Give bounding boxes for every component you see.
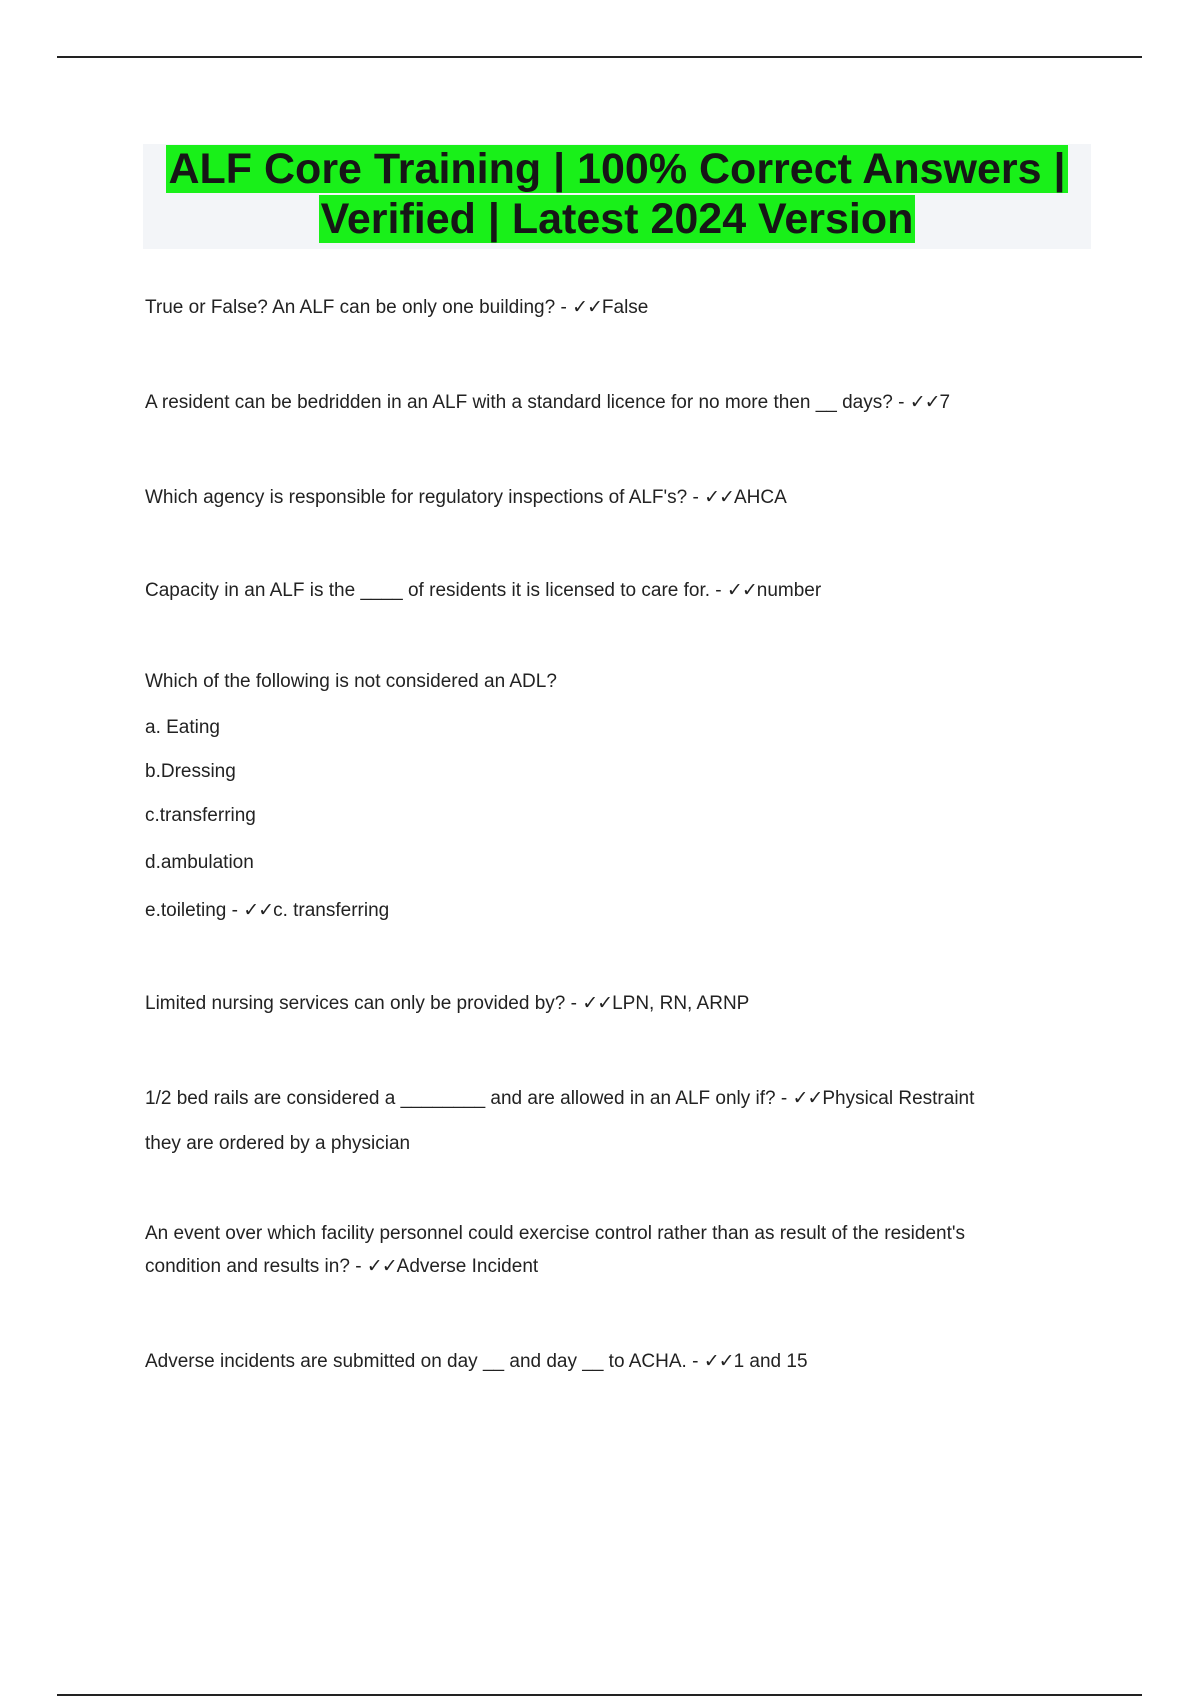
answer-text: number — [756, 580, 822, 601]
adl-option: d.ambulation — [145, 852, 254, 873]
qa-item — [145, 1350, 808, 1374]
answer-text: Physical Restraint — [822, 1088, 975, 1109]
qa-item — [145, 1087, 974, 1111]
question-text: An event over which facility personnel could exercise control rather than as result of the resident's — [145, 1223, 965, 1244]
top-rule — [57, 56, 1142, 58]
title-box — [143, 144, 1091, 249]
qa-item — [145, 1255, 538, 1279]
qa-item — [145, 899, 389, 923]
question-text: Capacity in an ALF is the ____ of residents it is licensed to care for. - — [145, 580, 727, 601]
check-icon: ✓✓ — [792, 1088, 823, 1109]
adl-option: e.toileting - — [145, 900, 244, 921]
question-text: 1/2 bed rails are considered a ________ and are allowed in an ALF only if? - — [145, 1088, 793, 1109]
title-line-2 — [143, 194, 1091, 244]
bottom-rule — [57, 1694, 1142, 1696]
adl-question-text: Which of the following is not considered an ADL? — [145, 671, 557, 692]
answer-text: False — [601, 297, 649, 318]
answer-continuation: they are ordered by a physician — [145, 1133, 411, 1154]
title-line-1-text: ALF Core Training | 100% Correct Answers | — [168, 145, 1066, 193]
question-text: True or False? An ALF can be only one building? - — [145, 297, 573, 318]
adl-option: c.transferring — [145, 805, 256, 826]
check-icon: ✓✓ — [243, 900, 274, 921]
adl-option: a. Eating — [145, 717, 220, 738]
answer-text: c. transferring — [273, 900, 390, 921]
check-icon: ✓✓ — [726, 580, 757, 601]
answer-text: Adverse Incident — [396, 1256, 539, 1277]
check-icon: ✓✓ — [704, 487, 734, 508]
qa-item — [145, 296, 648, 320]
check-icon: ✓✓ — [909, 392, 940, 413]
adl-option: b.Dressing — [145, 761, 236, 782]
answer-text: 1 and 15 — [733, 1351, 808, 1372]
qa-item — [145, 391, 950, 415]
answer-text: 7 — [939, 392, 951, 413]
check-icon: ✓✓ — [572, 297, 602, 318]
question-text: A resident can be bedridden in an ALF with a standard licence for no more then __ days? - — [145, 392, 910, 413]
question-text: Which agency is responsible for regulatory inspections of ALF's? - — [145, 487, 705, 508]
title-line-2-text: Verified | Latest 2024 Version — [320, 195, 914, 243]
question-text: Limited nursing services can only be provided by? - — [145, 993, 583, 1014]
qa-item — [145, 579, 821, 603]
title-line-1 — [143, 144, 1091, 194]
qa-item — [145, 992, 749, 1016]
answer-text: AHCA — [733, 487, 787, 508]
check-icon: ✓✓ — [366, 1256, 397, 1277]
answer-text: LPN, RN, ARNP — [612, 993, 750, 1014]
qa-item — [145, 486, 787, 510]
question-text: Adverse incidents are submitted on day __ and day __ to ACHA. - — [145, 1351, 704, 1372]
check-icon: ✓✓ — [582, 993, 613, 1014]
question-continuation: condition and results in? - — [145, 1256, 367, 1277]
check-icon: ✓✓ — [703, 1351, 734, 1372]
